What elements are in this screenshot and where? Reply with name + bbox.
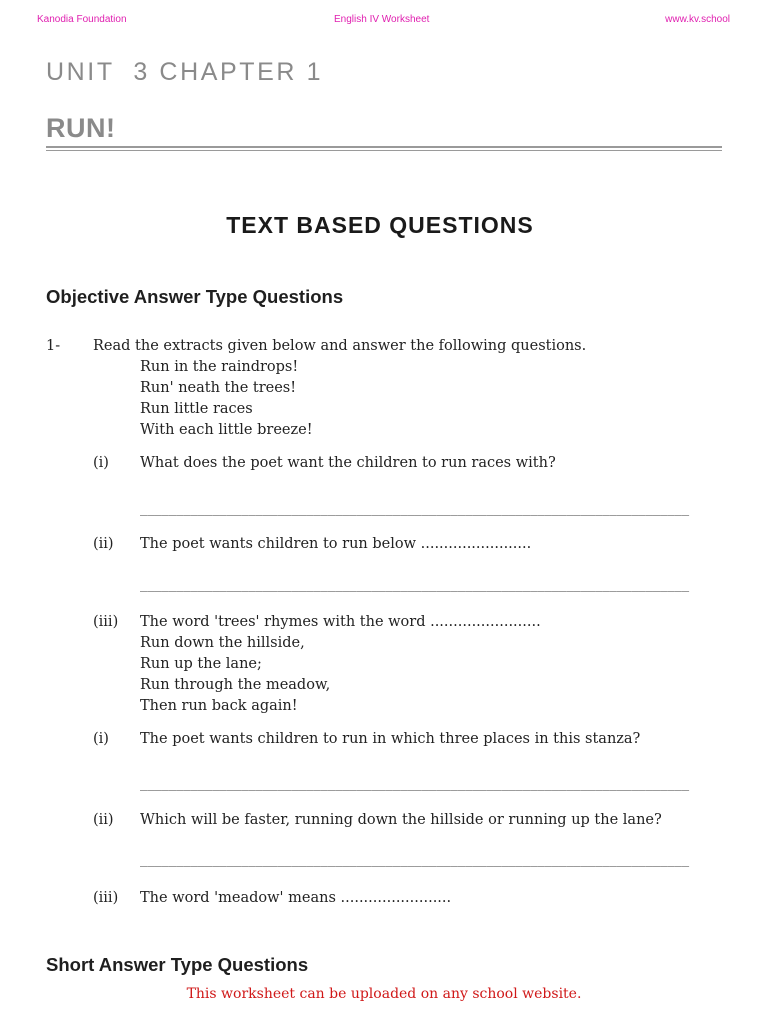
header-foundation-name: Kanodia Foundation (37, 14, 127, 25)
title-divider-top (46, 146, 722, 148)
subquestion-text: Which will be faster, running down the hillside or running up the lane? (140, 812, 662, 828)
stanza1-line: Run in the raindrops! (140, 359, 299, 375)
stanza2-line: Run up the lane; (140, 656, 262, 672)
stanza1-line: Run little races (140, 401, 253, 417)
stanza2-line: Then run back again! (140, 698, 298, 714)
subquestion-text: The word 'meadow' means ........................ (140, 890, 452, 906)
stanza2-line: Run through the meadow, (140, 677, 331, 693)
header-worksheet-title: English IV Worksheet (334, 14, 430, 25)
answer-line[interactable]: ____________________________________________________________________________ (140, 578, 690, 592)
section-heading: TEXT BASED QUESTIONS (226, 212, 534, 238)
question-number: 1- (46, 338, 61, 354)
objective-heading: Objective Answer Type Questions (46, 286, 344, 307)
subquestion-label: (ii) (93, 536, 114, 552)
subquestion-text: What does the poet want the children to run races with? (140, 455, 556, 471)
header-website-link[interactable]: www.kv.school (665, 14, 730, 25)
title-divider-bottom (46, 150, 722, 151)
short-answer-heading: Short Answer Type Questions (46, 954, 309, 975)
subquestion-text: The word 'trees' rhymes with the word ........................ (140, 614, 541, 630)
subquestion-label: (iii) (93, 614, 119, 630)
stanza2-line: Run down the hillside, (140, 635, 305, 651)
subquestion-label: (ii) (93, 812, 114, 828)
answer-line[interactable]: ____________________________________________________________________________ (140, 853, 690, 867)
unit-title: UNIT 3 CHAPTER 1 (46, 58, 324, 86)
subquestion-text: The poet wants children to run below ........................ (140, 536, 532, 552)
chapter-title: RUN! (46, 113, 116, 143)
subquestion-label: (i) (93, 731, 109, 747)
answer-line[interactable]: ____________________________________________________________________________ (140, 502, 690, 516)
subquestion-text: The poet wants children to run in which three places in this stanza? (140, 731, 641, 747)
subquestion-label: (iii) (93, 890, 119, 906)
answer-line[interactable]: ____________________________________________________________________________ (140, 777, 690, 791)
question-instruction: Read the extracts given below and answer the following questions. (93, 338, 587, 354)
stanza1-line: Run' neath the trees! (140, 380, 297, 396)
footer-note: This worksheet can be uploaded on any school website. (186, 986, 582, 1002)
subquestion-label: (i) (93, 455, 109, 471)
stanza1-line: With each little breeze! (140, 422, 313, 438)
